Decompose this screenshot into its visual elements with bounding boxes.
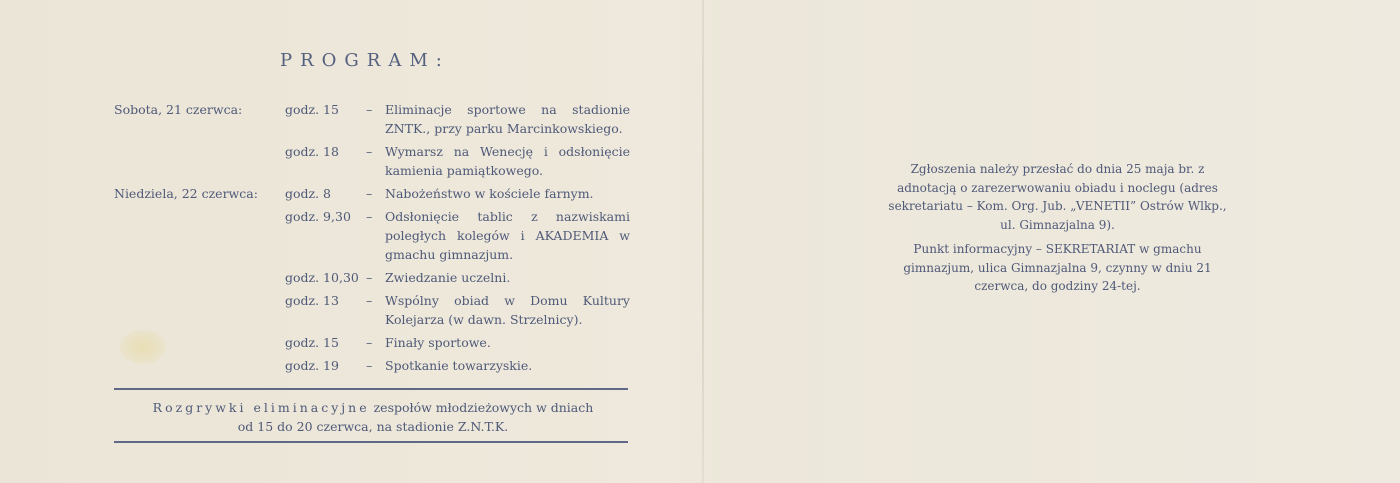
schedule-time: godz. 9,30 [285, 209, 351, 224]
schedule-description: Spotkanie towarzyskie. [385, 358, 533, 373]
schedule-dash: – [366, 293, 373, 308]
schedule-description: Zwiedzanie uczelni. [385, 270, 511, 285]
tournament-note-rest: zespołów młodzieżowych w dniach [369, 400, 594, 415]
schedule-row [114, 333, 634, 352]
schedule-row [114, 184, 634, 203]
schedule-description: Finały sportowe. [385, 335, 491, 350]
tournament-note-line1 [114, 398, 632, 417]
schedule-dash: – [366, 358, 373, 373]
schedule-day: Sobota, 21 czerwca: [114, 102, 243, 117]
schedule-time: godz. 15 [285, 335, 339, 350]
schedule-row [114, 268, 634, 287]
schedule-description: Eliminacje sportowe na stadionie ZNTK., przy parku Marcinkowskiego. [385, 102, 630, 136]
schedule-dash: – [366, 102, 373, 117]
schedule-description: Odsłonięcie tablic z nazwiskami poległych kolegów i AKADEMIA w gmachu gimnazjum. [385, 209, 630, 262]
schedule-dash: – [366, 335, 373, 350]
divider-bottom [114, 441, 628, 443]
tournament-note-line2: od 15 do 20 czerwca, na stadionie Z.N.T.K. [237, 419, 509, 434]
schedule-dash: – [366, 144, 373, 159]
registration-paragraph: Zgłoszenia należy przesłać do dnia 25 maja br. z adnotacją o zarezerwowaniu obiadu i noclegu (adres sekretariatu – Kom. Org. Jub. „VENETII” Ostrów Wlkp., ul. Gimnazjalna 9). [888, 162, 1227, 232]
page-fold [702, 0, 704, 483]
schedule-dash: – [366, 270, 373, 285]
schedule-time: godz. 10,30 [285, 270, 359, 285]
schedule-row [114, 100, 634, 138]
schedule-time: godz. 15 [285, 102, 339, 117]
schedule-dash: – [366, 209, 373, 224]
schedule-time: godz. 8 [285, 186, 332, 201]
schedule-description: Wymarsz na Wenecję i odsłonięcie kamienia pamiątkowego. [385, 144, 630, 178]
schedule-row [114, 356, 634, 375]
program-schedule [114, 100, 634, 379]
schedule-dash: – [366, 186, 373, 201]
schedule-row [114, 291, 634, 329]
registration-info [880, 160, 1235, 302]
tournament-note [114, 398, 632, 436]
program-title: PROGRAM: [280, 50, 450, 71]
divider-top [114, 388, 628, 390]
schedule-row [114, 207, 634, 264]
schedule-time: godz. 19 [285, 358, 339, 373]
information-point-paragraph: Punkt informacyjny – SEKRETARIAT w gmachu gimnazjum, ulica Gimnazjalna 9, czynny w dniu 21 czerwca, do godziny 24-tej. [903, 242, 1212, 293]
tournament-note-spaced: Rozgrywki eliminacyjne [152, 400, 370, 415]
schedule-day: Niedziela, 22 czerwca: [114, 186, 258, 201]
schedule-row [114, 142, 634, 180]
schedule-description: Nabożeństwo w kościele farnym. [385, 186, 594, 201]
schedule-description: Wspólny obiad w Domu Kultury Kolejarza (w dawn. Strzelnicy). [385, 293, 630, 327]
schedule-time: godz. 18 [285, 144, 339, 159]
schedule-time: godz. 13 [285, 293, 339, 308]
